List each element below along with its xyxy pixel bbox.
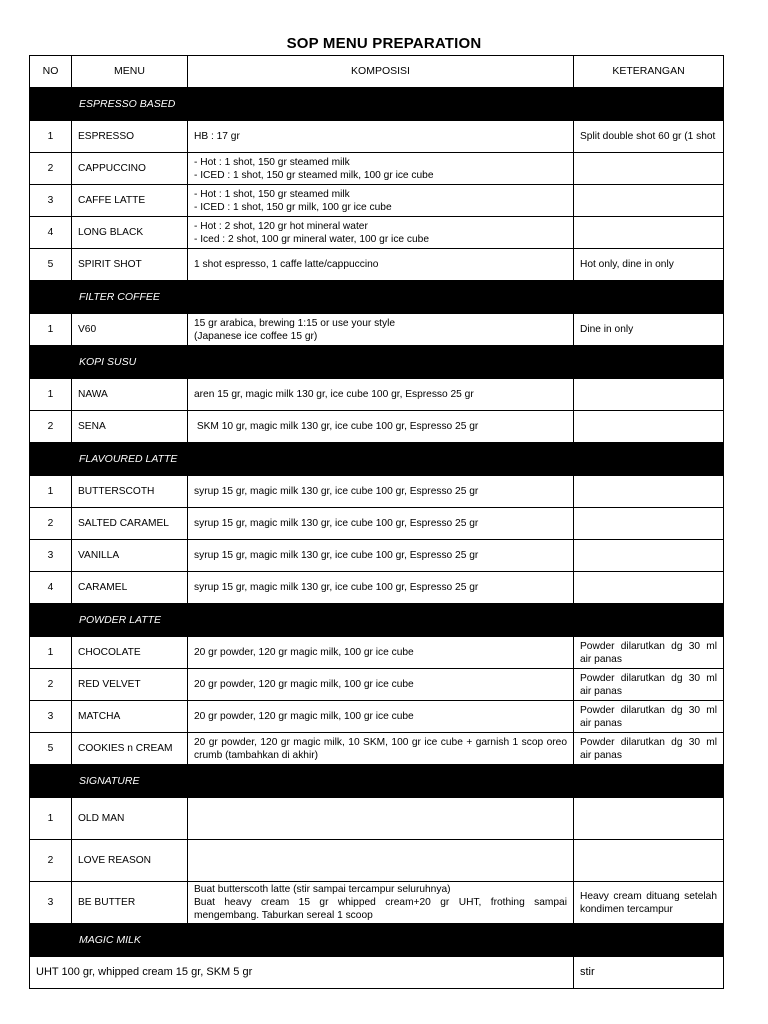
row-no: 2 <box>30 508 72 540</box>
komposisi-line: Buat butterscoth latte (stir sampai tercampur seluruhnya) <box>194 884 451 895</box>
table-row <box>30 637 724 669</box>
row-menu: RED VELVET <box>72 669 188 701</box>
komposisi-line: syrup 15 gr, magic milk 130 gr, ice cube 100 gr, Espresso 25 gr <box>194 582 479 593</box>
row-keterangan <box>574 476 724 508</box>
row-no: 3 <box>30 882 72 924</box>
row-keterangan: Powder dilarutkan dg 30 ml air panas <box>574 733 724 765</box>
row-no: 5 <box>30 733 72 765</box>
section-title: KOPI SUSU <box>30 346 724 379</box>
table-row <box>30 701 724 733</box>
sop-table <box>29 55 724 989</box>
row-no: 4 <box>30 217 72 249</box>
row-keterangan <box>574 185 724 217</box>
komposisi-line: - Hot : 2 shot, 120 gr hot mineral water <box>194 220 368 232</box>
row-no: 2 <box>30 411 72 443</box>
row-no: 1 <box>30 379 72 411</box>
komposisi-line: syrup 15 gr, magic milk 130 gr, ice cube 100 gr, Espresso 25 gr <box>194 486 479 497</box>
row-no: 1 <box>30 476 72 508</box>
row-no: 3 <box>30 701 72 733</box>
row-komposisi <box>188 840 574 882</box>
section-title: POWDER LATTE <box>30 604 724 637</box>
table-row <box>30 508 724 540</box>
row-komposisi <box>188 572 574 604</box>
row-komposisi <box>188 798 574 840</box>
row-menu: LOVE REASON <box>72 840 188 882</box>
table-row <box>30 314 724 346</box>
row-komposisi <box>188 185 574 217</box>
row-menu: BUTTERSCOTH <box>72 476 188 508</box>
section-header-row <box>30 765 724 798</box>
komposisi-line: SKM 10 gr, magic milk 130 gr, ice cube 100 gr, Espresso 25 gr <box>194 421 479 432</box>
row-no: 4 <box>30 572 72 604</box>
komposisi-line: Buat heavy cream 15 gr whipped cream+20 gr UHT, frothing sampai mengembang. Taburkan sereal 1 scoop <box>194 897 567 921</box>
row-keterangan <box>574 508 724 540</box>
table-row <box>30 185 724 217</box>
row-no: 1 <box>30 121 72 153</box>
row-keterangan: Dine in only <box>574 314 724 346</box>
komposisi-line: 15 gr arabica, brewing 1:15 or use your style <box>194 317 396 329</box>
page-title: SOP MENU PREPARATION <box>286 35 482 52</box>
row-menu: MATCHA <box>72 701 188 733</box>
row-no: 1 <box>30 314 72 346</box>
komposisi-line: - Hot : 1 shot, 150 gr steamed milk <box>194 156 350 168</box>
row-komposisi <box>188 217 574 249</box>
row-komposisi <box>188 476 574 508</box>
row-keterangan <box>574 540 724 572</box>
row-komposisi <box>188 153 574 185</box>
magic-milk-keterangan: stir <box>574 957 724 989</box>
row-menu: SPIRIT SHOT <box>72 249 188 281</box>
row-menu: CARAMEL <box>72 572 188 604</box>
table-row <box>30 379 724 411</box>
komposisi-line: aren 15 gr, magic milk 130 gr, ice cube 100 gr, Espresso 25 gr <box>194 389 474 400</box>
table-row <box>30 840 724 882</box>
magic-milk-row <box>30 957 724 989</box>
row-komposisi <box>188 121 574 153</box>
row-keterangan: Powder dilarutkan dg 30 ml air panas <box>574 637 724 669</box>
table-row <box>30 540 724 572</box>
section-header-row <box>30 88 724 121</box>
section-header-row <box>30 281 724 314</box>
row-komposisi <box>188 379 574 411</box>
header-menu: MENU <box>72 56 188 88</box>
row-menu: SALTED CARAMEL <box>72 508 188 540</box>
komposisi-line: 20 gr powder, 120 gr magic milk, 100 gr ice cube <box>194 647 414 658</box>
row-keterangan: Powder dilarutkan dg 30 ml air panas <box>574 669 724 701</box>
row-no: 2 <box>30 840 72 882</box>
row-menu: ESPRESSO <box>72 121 188 153</box>
table-row <box>30 733 724 765</box>
komposisi-line: HB : 17 gr <box>194 131 240 142</box>
row-menu: CHOCOLATE <box>72 637 188 669</box>
header-keterangan: KETERANGAN <box>574 56 724 88</box>
row-no: 5 <box>30 249 72 281</box>
table-row <box>30 882 724 924</box>
section-header-row <box>30 924 724 957</box>
komposisi-line: - ICED : 1 shot, 150 gr milk, 100 gr ice cube <box>194 201 392 213</box>
komposisi-line: syrup 15 gr, magic milk 130 gr, ice cube 100 gr, Espresso 25 gr <box>194 550 479 561</box>
table-row <box>30 217 724 249</box>
table-row <box>30 153 724 185</box>
row-komposisi <box>188 637 574 669</box>
sop-table-body <box>30 88 724 989</box>
section-title: FILTER COFFEE <box>30 281 724 314</box>
row-keterangan <box>574 153 724 185</box>
row-keterangan: Split double shot 60 gr (1 shot <box>574 121 724 153</box>
row-keterangan: Heavy cream dituang setelah kondimen tercampur <box>574 882 724 924</box>
komposisi-line: 20 gr powder, 120 gr magic milk, 100 gr ice cube <box>194 711 414 722</box>
table-row <box>30 798 724 840</box>
section-title: SIGNATURE <box>30 765 724 798</box>
row-menu: CAPPUCCINO <box>72 153 188 185</box>
row-menu: NAWA <box>72 379 188 411</box>
row-menu: V60 <box>72 314 188 346</box>
komposisi-line: (Japanese ice coffee 15 gr) <box>194 330 318 342</box>
table-row <box>30 249 724 281</box>
row-komposisi <box>188 669 574 701</box>
row-komposisi <box>188 508 574 540</box>
header-no: NO <box>30 56 72 88</box>
row-komposisi <box>188 701 574 733</box>
section-title: ESPRESSO BASED <box>30 88 724 121</box>
section-header-row <box>30 604 724 637</box>
row-komposisi <box>188 540 574 572</box>
row-menu: CAFFE LATTE <box>72 185 188 217</box>
row-menu: LONG BLACK <box>72 217 188 249</box>
row-keterangan <box>574 217 724 249</box>
row-no: 3 <box>30 185 72 217</box>
row-keterangan: Hot only, dine in only <box>574 249 724 281</box>
magic-milk-komposisi: UHT 100 gr, whipped cream 15 gr, SKM 5 gr <box>30 957 574 989</box>
header-komposisi: KOMPOSISI <box>188 56 574 88</box>
section-header-row <box>30 346 724 379</box>
komposisi-line: 1 shot espresso, 1 caffe latte/cappuccino <box>194 259 379 270</box>
komposisi-line: - Iced : 2 shot, 100 gr mineral water, 100 gr ice cube <box>194 233 430 245</box>
komposisi-line: - ICED : 1 shot, 150 gr steamed milk, 100 gr ice cube <box>194 169 434 181</box>
row-menu: OLD MAN <box>72 798 188 840</box>
row-keterangan <box>574 572 724 604</box>
table-row <box>30 669 724 701</box>
row-keterangan <box>574 379 724 411</box>
row-no: 1 <box>30 798 72 840</box>
komposisi-line: syrup 15 gr, magic milk 130 gr, ice cube 100 gr, Espresso 25 gr <box>194 518 479 529</box>
row-keterangan <box>574 840 724 882</box>
table-header-row <box>30 56 724 88</box>
section-header-row <box>30 443 724 476</box>
row-menu: BE BUTTER <box>72 882 188 924</box>
table-row <box>30 476 724 508</box>
row-menu: VANILLA <box>72 540 188 572</box>
row-komposisi <box>188 314 574 346</box>
row-no: 3 <box>30 540 72 572</box>
table-row <box>30 572 724 604</box>
table-row <box>30 121 724 153</box>
row-keterangan: Powder dilarutkan dg 30 ml air panas <box>574 701 724 733</box>
row-no: 2 <box>30 153 72 185</box>
komposisi-line: 20 gr powder, 120 gr magic milk, 100 gr ice cube <box>194 679 414 690</box>
komposisi-line: 20 gr powder, 120 gr magic milk, 10 SKM, 100 gr ice cube + garnish 1 scop oreo crumb (tambahkan di akhir) <box>194 736 567 761</box>
section-title: FLAVOURED LATTE <box>30 443 724 476</box>
row-komposisi <box>188 249 574 281</box>
section-title: MAGIC MILK <box>30 924 724 957</box>
row-komposisi <box>188 411 574 443</box>
row-komposisi <box>188 882 574 924</box>
row-menu: COOKIES n CREAM <box>72 733 188 765</box>
row-no: 1 <box>30 637 72 669</box>
komposisi-line: - Hot : 1 shot, 150 gr steamed milk <box>194 188 350 200</box>
row-keterangan <box>574 798 724 840</box>
row-menu: SENA <box>72 411 188 443</box>
row-no: 2 <box>30 669 72 701</box>
row-keterangan <box>574 411 724 443</box>
row-komposisi <box>188 733 574 765</box>
table-row <box>30 411 724 443</box>
